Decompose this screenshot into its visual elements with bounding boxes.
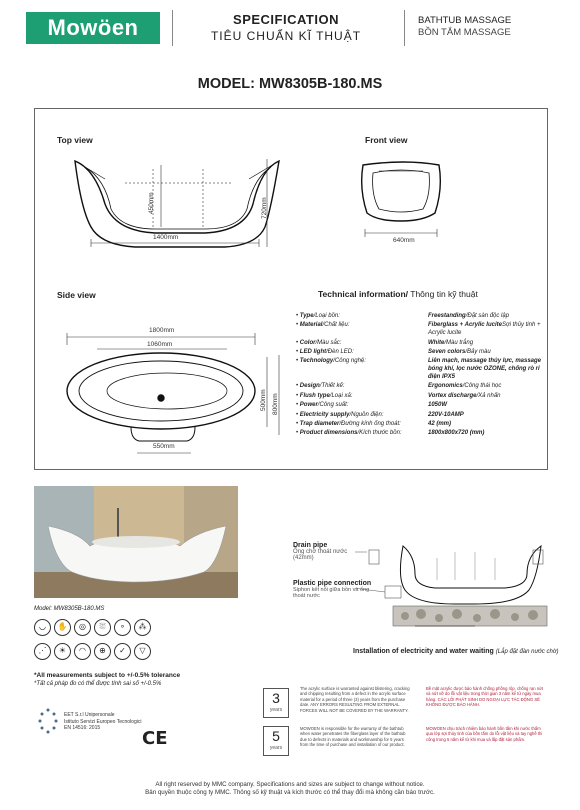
cert-line-1: EET S.r.l Unipersonale bbox=[64, 712, 115, 718]
ce-mark: CE bbox=[142, 728, 168, 749]
bathtub-icon: ◡ bbox=[34, 619, 51, 636]
warranty-years-number: 3 bbox=[272, 690, 280, 706]
tolerance-vi: *Tất cả pháp đo có thể được tính sai số +/-0.5% bbox=[34, 681, 162, 687]
spec-key: • Power/Công suất: bbox=[296, 402, 349, 409]
plastic-pipe-title: Plastic pipe connection bbox=[293, 580, 372, 587]
side-width-dim: 800mm bbox=[272, 393, 279, 415]
spec-row bbox=[296, 349, 544, 357]
warranty-3-text-vi: Bề mặt acrylic được bảo hành chống phồng rộp, chống rạn nứt và nứt vỡ do lỗi vật liệu trong thời gian 3 năm kể từ ngày mua hàng. CÁC LỖI PHÁT SINH DO NGOẠI LỰC TÁC ĐỘNG SẼ KHÔNG ĐƯỢC BẢO HÀNH. bbox=[426, 686, 544, 708]
spec-row bbox=[296, 393, 544, 401]
cert-line-3: EN 14516: 2015 bbox=[64, 725, 101, 731]
spec-row bbox=[296, 322, 544, 338]
certification-logo bbox=[34, 704, 62, 740]
front-view-label: Front view bbox=[365, 135, 408, 145]
side-bottom-dim: 550mm bbox=[153, 443, 175, 450]
side-view-drawing bbox=[67, 353, 255, 441]
top-height-dim: 720mm bbox=[261, 197, 268, 219]
spec-row bbox=[296, 402, 544, 410]
category-vi: BỒN TẮM MASSAGE bbox=[418, 27, 511, 38]
spec-value: 220V-10AMP bbox=[428, 411, 464, 418]
spray-icon: ⁂ bbox=[134, 619, 151, 636]
spec-value: Seven colors/Bảy màu bbox=[428, 348, 491, 355]
spec-value: 42 (mm) bbox=[428, 420, 452, 427]
drain-pipe-note bbox=[293, 542, 363, 561]
category-en: BATHTUB MASSAGE bbox=[418, 15, 512, 26]
spec-heading bbox=[176, 12, 396, 43]
spec-value: Freestanding/Đặt sàn độc lập bbox=[428, 313, 510, 319]
warranty-5-years-badge bbox=[263, 726, 289, 756]
header-divider bbox=[172, 10, 173, 46]
warranty-5-text-vi: MOWOEN chịu trách nhiệm bảo hành bồn tắm khi nước thấm qua lớp sợi thủy tinh của bồn tắm do lỗi vật liệu và tay nghề thi công trong 5 năm kể từ khi mua và lắp đặt sản phẩm. bbox=[426, 726, 543, 742]
technical-title-vi: Thông tin kỹ thuật bbox=[408, 289, 478, 299]
hand-icon: ✋ bbox=[54, 619, 71, 636]
ozone-icon: ⊕ bbox=[94, 643, 111, 660]
footer bbox=[0, 781, 580, 797]
warranty-3-text: The acrylic surface is warranted against blistering, cracking and chipping resulting from a defect in the acrylic surface material for a period of three (3) years from the purchase date. ANY ERRORS RESULTING FROM EXTERNAL FORCES WILL NOT BE COVERED BY THE WARRANTY. bbox=[300, 686, 410, 713]
spec-row bbox=[296, 421, 544, 429]
spec-key: • Electricity supply/Nguồn điện: bbox=[296, 411, 384, 418]
warranty-years-unit: years bbox=[269, 707, 283, 713]
footer-en: All right reserved by MMC company. Specifications and sizes are subject to change without notice. bbox=[155, 781, 425, 788]
footer-vi: Bản quyền thuộc công ty MMC. Thông số kỹ thuật và kích thước có thể thay đổi mà không cần báo trước. bbox=[145, 789, 435, 796]
plastic-pipe-sub: Siphon kết nối giữa bồn và ống thoát nước bbox=[293, 587, 370, 599]
warranty-years-number: 5 bbox=[272, 728, 280, 744]
water-drop-icon: ◎ bbox=[74, 619, 91, 636]
tub-side-icon: ◠ bbox=[74, 643, 91, 660]
spec-table bbox=[296, 313, 544, 440]
certificate-icon: ✓ bbox=[114, 643, 131, 660]
side-inner-width-dim: 500mm bbox=[260, 389, 267, 411]
technical-title-en: Technical information/ bbox=[318, 289, 409, 299]
plastic-pipe-note bbox=[293, 580, 373, 599]
side-inner-length-dim: 1060mm bbox=[147, 341, 173, 348]
spec-value: Fiberglass + Acrylic luciteSợi thủy tinh + Acrylic lucite bbox=[428, 322, 541, 337]
spec-row bbox=[296, 383, 544, 391]
safety-icon: ▽ bbox=[134, 643, 151, 660]
spec-key: • Type/Loại bồn: bbox=[296, 313, 340, 319]
category bbox=[418, 15, 511, 39]
warranty-5-text: MOWOEN is responsible for the warranty of the bathtub when water penetrates the fiberglass layer of the bathtub due to defects in materials and workmanship for 5 years from the time of purchase and installation of our product. bbox=[300, 726, 406, 748]
spec-key: • LED light/Đèn LED: bbox=[296, 348, 354, 355]
jet-icon: ⋰ bbox=[34, 643, 51, 660]
photo-caption: Model: MW8305B-180.MS bbox=[34, 606, 105, 612]
header-divider bbox=[404, 10, 405, 46]
installation-title-vi: (Lắp đặt đàn nước chờ) bbox=[495, 649, 559, 655]
side-view-label: Side view bbox=[57, 290, 96, 300]
cert-line-2: Istituto Servizi Europeo Tecnologici bbox=[64, 718, 142, 725]
front-view-drawing bbox=[362, 162, 441, 221]
model-title bbox=[0, 76, 580, 92]
bathtub-photo-illustration bbox=[34, 486, 238, 598]
warranty-3-years-badge bbox=[263, 688, 289, 718]
spec-row bbox=[296, 430, 544, 438]
spec-key: • Design/Thiết kế: bbox=[296, 383, 345, 390]
installation-title bbox=[353, 648, 559, 655]
spec-key: • Color/Màu sắc: bbox=[296, 339, 342, 346]
spec-value: 1800x800x720 (mm) bbox=[428, 430, 485, 437]
certification-text bbox=[64, 712, 141, 732]
tolerance-en: *All measurements subject to +/-0.5% tolerance bbox=[34, 672, 181, 679]
spec-value: Liên mạch, massage thủy lực, massage bóng khí, lọc nước OZONE, chống rò rỉ điện IPX5 bbox=[428, 358, 541, 380]
spec-key: • Material/Chất liệu: bbox=[296, 322, 350, 329]
spec-subtitle: TIÊU CHUẨN KĨ THUẬT bbox=[210, 29, 362, 43]
spec-row bbox=[296, 313, 544, 321]
spec-key: • Flush type/Loại xả: bbox=[296, 392, 353, 399]
spec-key: • Trap diameter/Đường kính ống thoát: bbox=[296, 420, 401, 427]
model-text: MODEL: MW8305B-180.MS bbox=[197, 76, 383, 92]
drain-pipe-sub: Ống chờ thoát nước (42mm) bbox=[293, 549, 348, 561]
spec-row bbox=[296, 412, 544, 420]
light-icon: ☀ bbox=[54, 643, 71, 660]
drain-pipe-title: Drain pipe bbox=[293, 542, 328, 549]
product-photo bbox=[34, 486, 238, 598]
warranty-years-unit: years bbox=[269, 745, 283, 751]
spec-value: Ergonomics/Công thái học bbox=[428, 383, 502, 390]
top-view-label: Top view bbox=[57, 135, 93, 145]
spec-value: Vortex discharge/Xả nhấn bbox=[428, 392, 501, 399]
spec-value: White/Màu trắng bbox=[428, 339, 474, 346]
technical-info-title bbox=[318, 289, 478, 299]
top-inner-depth-dim: 450mm bbox=[148, 192, 155, 214]
front-width-dim: 640mm bbox=[393, 237, 415, 244]
installation-diagram bbox=[355, 528, 555, 638]
spec-title: SPECIFICATION bbox=[233, 12, 339, 27]
spec-key: • Product dimensions/Kích thước bồn: bbox=[296, 430, 402, 437]
spec-row bbox=[296, 358, 544, 381]
spec-value: 1050W bbox=[428, 402, 448, 409]
header bbox=[0, 0, 580, 58]
brand-logo: Mowöen bbox=[26, 12, 160, 44]
shower-icon: ⛆ bbox=[94, 619, 111, 636]
installation-title-en: Installation of electricity and water waiting bbox=[353, 648, 494, 655]
feature-icons bbox=[34, 616, 204, 664]
bubbles-icon: ∘ bbox=[114, 619, 131, 636]
top-width-dim: 1400mm bbox=[153, 234, 179, 241]
side-length-dim: 1800mm bbox=[149, 327, 175, 334]
spec-row bbox=[296, 340, 544, 348]
spec-key: • Technology/Công nghệ: bbox=[296, 358, 366, 365]
